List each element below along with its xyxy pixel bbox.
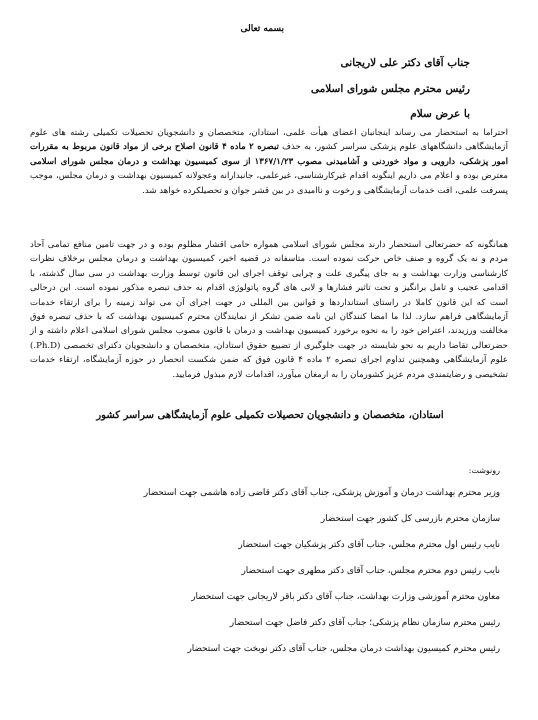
addressee-title: رئیس محترم مجلس شورای اسلامی [310, 83, 470, 95]
cc-title: رونوشت: [468, 466, 500, 475]
cc-item: رئیس محترم کمیسیون بهداشت درمان مجلس، جناب آقای دکتر نوبخت جهت استحضار [187, 644, 500, 654]
signatories-line: استادان، متخصصان و دانشجویان تحصیلات تکمیلی علوم آزمایشگاهی سراسر کشور [96, 410, 444, 421]
cc-item: رئیس محترم سازمان نظام پزشکی؛ جناب آقای دکتر فاضل جهت استحضار [229, 618, 500, 628]
basmala-heading: بسمه تعالی [240, 24, 284, 34]
paragraph-1-law-reference: تبصره ۲ ماده ۴ قانون اصلاح برخی از مواد قانون مربوط به مقررات امور پزشکی، دارویی و مواد خوردنی و آشامیدنی مصوب ۱۳۶۷/۱/۲۳ از سوی کمیسیون بهداشت و درمان مجلس شورای اسلامی [30, 142, 508, 167]
cc-item: معاون محترم آموزشی وزارت بهداشت، جناب آقای دکتر باقر لاریجانی جهت استحضار [191, 592, 500, 602]
cc-item: سازمان محترم بازرسی کل کشور جهت استحضار [320, 514, 500, 524]
paragraph-1-lead: احتراما به استحضار می رساند اینجانبان اعضای هیأت علمی، استادان، متخصصان و دانشجویان تحصیلات تکمیلی رشته های علوم آزمایشگاهی دانشگاههای علوم پزشکی سراسر کشور، به حذف [30, 128, 508, 153]
cc-item: وزیر محترم بهداشت درمان و آموزش پزشکی، جناب آقای دکتر قاضی زاده هاشمی جهت استحضار [143, 488, 500, 498]
letter-paragraph-2: همانگونه که حضرتعالی استحضار دارند مجلس شورای اسلامی همواره حامی اقشار مظلوم بوده و در جهت تامین منافع تمامی آحاد مردم و نه یک گروه و صنف خاص حرکت نموده است. متاسفانه در قضیه اخیر، کمیسیون بهداشت و درمان مجلس برخلاف نظرات کارشناسی وزارت بهداشت و به جای پیگیری علت و چرایی توقف اجرای این قانون توسط وزارت بهداشت در سی سال گذشته، با اقدامی عجیب و تامل برانگیز و تحت تاثیر فشارها و لابی های گروه پاتولوژی اقدام به حذف تبصره مذکور نموده است. این درحالی است که این قانون کاملا در راستای استانداردها و قوانین بین المللی در جهت اجرای آن می تواند زمینه را برای ارتقاء خدمات آزمایشگاهی فراهم سازد. لذا ما امضا کنندگان این نامه ضمن تشکر از نمایندگان محترم کمیسیون بهداشت که با حذف تبصره فوق مخالفت ورزیدند، اعتراض خود را به نحوه برخورد کمیسیون بهداشت و درمان با قانون مصوب مجلس شورای اسلامی اعلام داشته و از حضرتعالی تقاضا داریم به نحو شایسته در جهت جلوگیری از تضییع حقوق استادان، متخصصان و دانشجویان دکترای تخصصی (Ph.D.) علوم آزمایشگاهی وهمچنین تداوم اجرای تبصره ۲ ماده ۴ قانون فوق که ضمن شکست انحصار در حوزه آزمایشگاه، ارتقاء خدمات تشخیصی و رضایتمندی مردم عزیز کشورمان را به ارمغان میآورد، اقدامات لازم مبذول فرمایید. [30, 240, 508, 380]
addressee-name: جناب آقای دکتر علی لاریجانی [340, 57, 470, 69]
paragraph-1-rest: معترض بوده و اعلام می داریم اینگونه اقدام غیرکارشناسی، غیرعلمی، جانبدارانه وعجولانه کمیسیون بهداشت و درمان مجلس، موجب پسرفت علمی، افت خدمات آزمایشگاهی و رخوت و ناامیدی در بین قشر جوان و تحصیلکرده خواهد شد. [30, 171, 508, 196]
letter-paragraph-1 [30, 126, 508, 198]
cc-item: نایب رئیس اول محترم مجلس، جناب آقای دکتر پزشکیان جهت استحضار [238, 540, 500, 550]
cc-item: نایب رئیس دوم محترم مجلس، جناب آقای دکتر مطهری جهت استحضار [241, 566, 500, 576]
greeting: با عرض سلام [410, 108, 470, 120]
